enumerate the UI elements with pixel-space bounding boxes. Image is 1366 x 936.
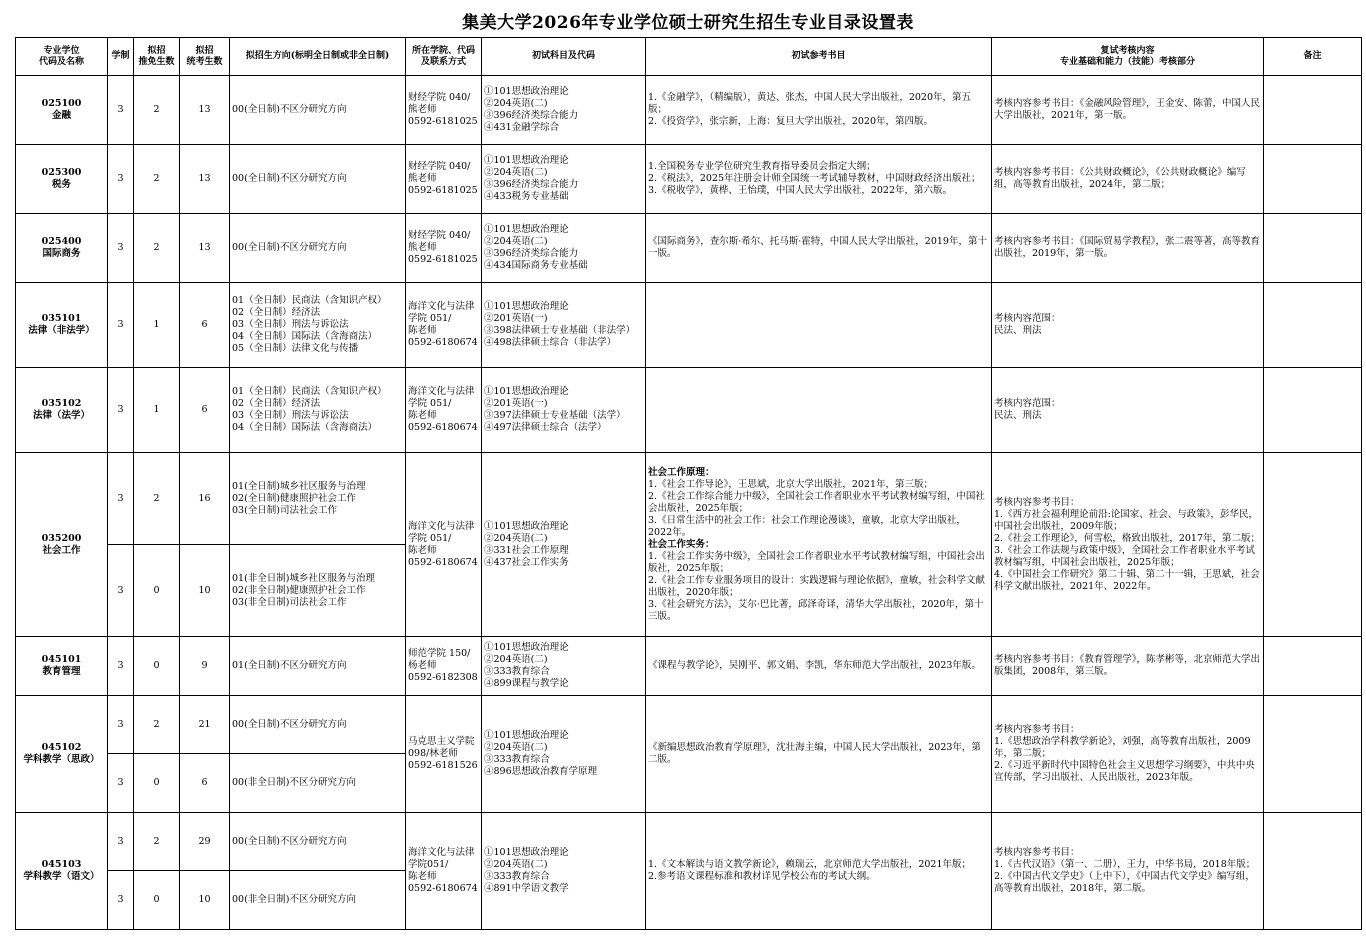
exempt-cell: 1 (134, 283, 180, 368)
retest-cell: 考核内容参考书目： 1.《古代汉语》（第一、二册），王力，中华书局，2018年版； 2.《中国古代文学史》（上中下），《中国古代文学史》编写组，高等教育出版社，2018年，第二版。 (992, 813, 1264, 930)
subjects-cell: ①101思想政治理论 ②204英语(二) ③333教育综合 ④899课程与教学论 (482, 637, 646, 696)
books-cell (646, 368, 992, 453)
books-text: 1.《社会工作导论》，王思斌，北京大学出版社，2021年，第三版； 2.《社会工作综合能力中级》，全国社会工作者职业水平考试教材编写组，中国社会出版社，2025年版； 3.《日常生活中的社会工作：社会工作理论漫谈》，童敏，北京大学出版社，2022年。 (648, 478, 985, 538)
exam-cell: 29 (180, 813, 230, 871)
college-cell: 财经学院 040/ 熊老师 0592-6181025 (406, 214, 482, 283)
table-row (16, 214, 1362, 283)
subjects-cell: ①101思想政治理论 ②201英语(一) ③398法律硕士专业基础（非法学） ④498法律硕士综合（非法学） (482, 283, 646, 368)
subjects-cell: ①101思想政治理论 ②204英语(二) ③396经济类综合能力 ④434国际商务专业基础 (482, 214, 646, 283)
exam-cell: 13 (180, 76, 230, 145)
major-cell: 035101 法律（非法学） (16, 283, 108, 368)
exempt-cell: 0 (134, 754, 180, 813)
college-cell: 海洋文化与法律学院 051/ 陈老师 0592-6180674 (406, 283, 482, 368)
retest-cell: 考核内容参考书目： 1.《西方社会福利理论前沿:论国家、社会、与政策》，彭华民，中国社会出版社，2009年版； 2.《社会工作理论》，何雪松，格致出版社，2017年，第二版； 3.《社会工作法规与政策中级》，全国社会工作者职业水平考试教材编写组，中国社会出版社，2025年版； 4.《中国社会工作研究》第二十辑、第二十一辑，王思斌，社会科学文献出版社，2021年、2022年。 (992, 453, 1264, 637)
notes-cell (1264, 637, 1362, 696)
direction-cell: 01（全日制）民商法（含知识产权） 02（全日制）经济法 03（全日制）刑法与诉讼法 04（全日制）国际法（含海商法） (230, 368, 406, 453)
years-cell: 3 (108, 145, 134, 214)
subjects-cell: ①101思想政治理论 ②204英语(二) ③333教育综合 ④896思想政治教育学原理 (482, 696, 646, 813)
exam-cell: 21 (180, 696, 230, 754)
major-cell: 025400 国际商务 (16, 214, 108, 283)
exempt-cell: 0 (134, 637, 180, 696)
direction-cell: 01(全日制)城乡社区服务与治理 02(全日制)健康照护社会工作 03(全日制)司法社会工作 (230, 453, 406, 545)
header-row (16, 38, 1362, 76)
table-row (16, 368, 1362, 453)
books-cell: 《新编思想政治教育学原理》，沈壮海主编，中国人民大学出版社，2023年，第二版。 (646, 696, 992, 813)
exam-cell: 13 (180, 214, 230, 283)
exam-cell: 9 (180, 637, 230, 696)
years-cell: 3 (108, 696, 134, 754)
header-exempt: 拟招 推免生数 (134, 38, 180, 76)
major-cell: 025300 税务 (16, 145, 108, 214)
table-row (16, 637, 1362, 696)
books-cell: 1.《文本解读与语文教学新论》，赖瑞云，北京师范大学出版社，2021年版； 2.参考语文课程标准和教材详见学校公布的考试大纲。 (646, 813, 992, 930)
header-college: 所在学院、代码 及联系方式 (406, 38, 482, 76)
subjects-cell: ①101思想政治理论 ②204英语(二) ③333教育综合 ④891中学语文教学 (482, 813, 646, 930)
header-retest: 复试考核内容 专业基础和能力（技能）考核部分 (992, 38, 1264, 76)
notes-cell (1264, 696, 1362, 813)
subjects-cell: ①101思想政治理论 ②201英语(一) ③397法律硕士专业基础（法学） ④497法律硕士综合（法学） (482, 368, 646, 453)
notes-cell (1264, 76, 1362, 145)
header-direction: 拟招生方向(标明全日制或非全日制) (230, 38, 406, 76)
books-heading: 社会工作原理： (648, 466, 715, 478)
subjects-cell: ①101思想政治理论 ②204英语(二) ③396经济类综合能力 ④431金融学综合 (482, 76, 646, 145)
notes-cell (1264, 453, 1362, 637)
table-row (16, 813, 1362, 871)
major-cell: 045101 教育管理 (16, 637, 108, 696)
direction-cell: 00(全日制)不区分研究方向 (230, 813, 406, 871)
exam-cell: 6 (180, 754, 230, 813)
exempt-cell: 0 (134, 871, 180, 930)
years-cell: 3 (108, 214, 134, 283)
retest-cell: 考核内容参考书目：《公共财政概论》，《公共财政概论》编写组，高等教育出版社，2024年，第二版； (992, 145, 1264, 214)
books-cell: 1.全国税务专业学位研究生教育指导委员会指定大纲； 2.《税法》，2025年注册会计师全国统一考试辅导教材，中国财政经济出版社； 3.《税收学》，黄桦、王怡璞，中国人民大学出版社，2022年，第六版。 (646, 145, 992, 214)
direction-cell: 01(非全日制)城乡社区服务与治理 02(非全日制)健康照护社会工作 03(非全日制)司法社会工作 (230, 545, 406, 637)
years-cell: 3 (108, 813, 134, 871)
college-cell: 财经学院 040/ 熊老师 0592-6181025 (406, 145, 482, 214)
retest-cell: 考核内容范围： 民法、刑法 (992, 283, 1264, 368)
exempt-cell: 2 (134, 696, 180, 754)
college-cell: 财经学院 040/ 熊老师 0592-6181025 (406, 76, 482, 145)
college-cell: 师范学院 150/ 杨老师 0592-6182308 (406, 637, 482, 696)
college-cell: 马克思主义学院 098/林老师 0592-6181526 (406, 696, 482, 813)
direction-cell: 01（全日制）民商法（含知识产权） 02（全日制）经济法 03（全日制）刑法与诉讼法 04（全日制）国际法（含海商法） 05（全日制）法律文化与传播 (230, 283, 406, 368)
direction-cell: 00(全日制)不区分研究方向 (230, 76, 406, 145)
major-cell: 025100 金融 (16, 76, 108, 145)
table-row (16, 145, 1362, 214)
notes-cell (1264, 813, 1362, 930)
books-cell: 1.《金融学》，（精编版），黄达、张杰，中国人民大学出版社，2020年，第五版； 2.《投资学》，张宗新，上海：复旦大学出版社，2020年，第四版。 (646, 76, 992, 145)
exam-cell: 16 (180, 453, 230, 545)
direction-cell: 00(全日制)不区分研究方向 (230, 214, 406, 283)
books-cell: 《国际商务》，查尔斯·希尔、托马斯·霍特，中国人民大学出版社，2019年，第十一版。 (646, 214, 992, 283)
direction-cell: 01(全日制)不区分研究方向 (230, 637, 406, 696)
header-years: 学制 (108, 38, 134, 76)
header-notes: 备注 (1264, 38, 1362, 76)
exempt-cell: 2 (134, 813, 180, 871)
college-cell: 海洋文化与法律学院051/ 陈老师 0592-6180674 (406, 813, 482, 930)
header-major: 专业学位 代码及名称 (16, 38, 108, 76)
direction-cell: 00(非全日制)不区分研究方向 (230, 871, 406, 930)
major-cell: 045102 学科教学（思政） (16, 696, 108, 813)
table-row (16, 283, 1362, 368)
table-row (16, 696, 1362, 754)
header-exam: 拟招 统考生数 (180, 38, 230, 76)
table-row (16, 453, 1362, 545)
direction-cell: 00(非全日制)不区分研究方向 (230, 754, 406, 813)
college-cell: 海洋文化与法律学院 051/ 陈老师 0592-6180674 (406, 453, 482, 637)
subjects-cell: ①101思想政治理论 ②204英语(二) ③396经济类综合能力 ④433税务专业基础 (482, 145, 646, 214)
exempt-cell: 2 (134, 76, 180, 145)
books-cell (646, 283, 992, 368)
years-cell: 3 (108, 283, 134, 368)
retest-cell: 考核内容参考书目：《国际贸易学教程》，张二震等著，高等教育出版社，2019年，第一版。 (992, 214, 1264, 283)
exempt-cell: 1 (134, 368, 180, 453)
header-subjects: 初试科目及代码 (482, 38, 646, 76)
retest-cell: 考核内容参考书目： 1.《思想政治学科教学新论》，刘强，高等教育出版社，2009年，第二版； 2.《习近平新时代中国特色社会主义思想学习纲要》，中共中央宣传部，学习出版社、人民出版社，2023年版。 (992, 696, 1264, 813)
college-cell: 海洋文化与法律学院 051/ 陈老师 0592-6180674 (406, 368, 482, 453)
exempt-cell: 2 (134, 214, 180, 283)
direction-cell: 00(全日制)不区分研究方向 (230, 696, 406, 754)
retest-cell: 考核内容范围： 民法、刑法 (992, 368, 1264, 453)
years-cell: 3 (108, 637, 134, 696)
catalog-table (15, 37, 1362, 930)
major-cell: 035102 法律（法学） (16, 368, 108, 453)
exam-cell: 10 (180, 545, 230, 637)
major-cell: 045103 学科教学（语文） (16, 813, 108, 930)
years-cell: 3 (108, 368, 134, 453)
years-cell: 3 (108, 76, 134, 145)
books-cell (646, 453, 992, 637)
notes-cell (1264, 283, 1362, 368)
notes-cell (1264, 145, 1362, 214)
major-cell: 035200 社会工作 (16, 453, 108, 637)
page-title: 集美大学2026年专业学位硕士研究生招生专业目录设置表 (462, 13, 914, 33)
years-cell: 3 (108, 453, 134, 545)
years-cell: 3 (108, 754, 134, 813)
books-cell: 《课程与教学论》，吴刚平、郭文娟、李凯，华东师范大学出版社，2023年版。 (646, 637, 992, 696)
years-cell: 3 (108, 545, 134, 637)
exam-cell: 13 (180, 145, 230, 214)
exempt-cell: 0 (134, 545, 180, 637)
subjects-cell: ①101思想政治理论 ②204英语(二) ③331社会工作原理 ④437社会工作实务 (482, 453, 646, 637)
table-row (16, 76, 1362, 145)
exam-cell: 6 (180, 283, 230, 368)
retest-cell: 考核内容参考书目：《金融风险管理》，王金安、陈蕾，中国人民大学出版社，2021年，第一版。 (992, 76, 1264, 145)
exam-cell: 6 (180, 368, 230, 453)
exempt-cell: 2 (134, 145, 180, 214)
notes-cell (1264, 214, 1362, 283)
header-books: 初试参考书目 (646, 38, 992, 76)
direction-cell: 00(全日制)不区分研究方向 (230, 145, 406, 214)
retest-cell: 考核内容参考书目：《教育管理学》，陈孝彬等，北京师范大学出版集团，2008年，第三版。 (992, 637, 1264, 696)
books-text: 1.《社会工作实务中级》，全国社会工作者职业水平考试教材编写组，中国社会出版社，2025年版； 2.《社会工作专业服务项目的设计：实践逻辑与理论依据》，童敏，社会科学文献出版社，2020年版； 3.《社会研究方法》，艾尔·巴比著，邱泽奇译，清华大学出版社，2020年，第十三版。 (648, 550, 985, 622)
exam-cell: 10 (180, 871, 230, 930)
notes-cell (1264, 368, 1362, 453)
books-heading: 社会工作实务： (648, 538, 715, 550)
exempt-cell: 2 (134, 453, 180, 545)
years-cell: 3 (108, 871, 134, 930)
